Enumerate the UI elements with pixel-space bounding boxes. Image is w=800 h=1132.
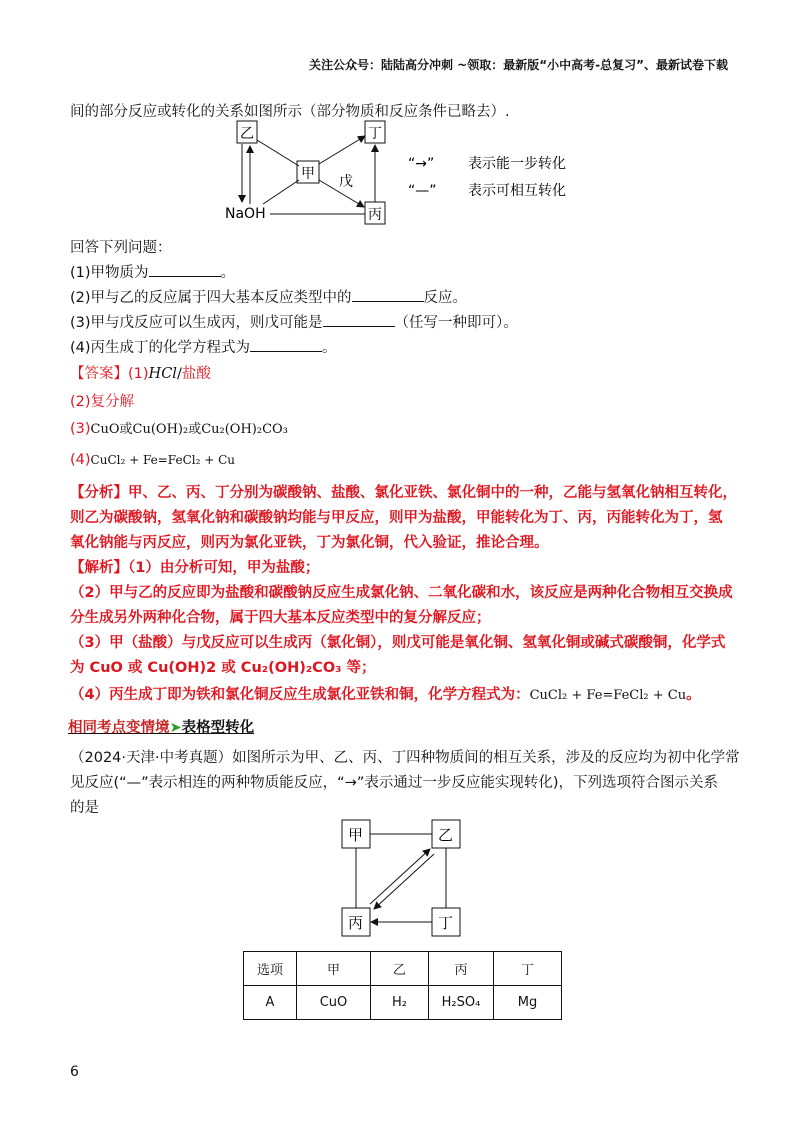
link-yi-bing [374,854,434,909]
legend-line-text: 表示可相互转化 [468,183,566,199]
answer-1: 【答案】(1)HCl/盐酸 [70,366,211,382]
link-jia-ding [319,136,365,164]
legend-line-symbol: “—” [408,183,437,199]
question-2: (2)甲与乙的反应属于四大基本反应类型中的 反应。 [70,286,467,307]
questions-prompt: 回答下列问题： [70,240,172,256]
section-heading: 相同考点变情境➤表格型转化 [68,720,255,736]
answer-blank-1 [149,262,221,277]
node-ding: 丁 [368,126,382,142]
analysis-line-1: 【分析】甲、乙、丙、丁分别为碳酸钠、盐酸、氯化亚铁、氯化铜中的一种，乙能与氢氧化钠相互转化， [70,485,737,501]
node-wu: 戊 [339,174,353,190]
options-table [243,951,562,1020]
link-naoh-jia [263,180,299,204]
table-header: 甲 [297,952,371,986]
node-bing: 丙 [368,207,382,223]
box-bing: 丙 [348,914,364,932]
question-1: (1)甲物质为 。 [70,261,235,282]
answer-blank-3 [323,312,395,327]
explanation-p3-l1: （3）甲（盐酸）与戊反应可以生成丙（氯化铜），则戊可能是氧化铜、氢氧化铜或碱式碳酸铜，化学式 [70,635,726,651]
link-yi-jia [257,140,299,166]
table-cell: A [244,986,297,1020]
answer-3: (3)CuO或Cu(OH)₂或Cu₂(OH)₂CO₃ [70,421,288,437]
problem-line-3: 的是 [70,800,99,816]
explanation-p2-l1: （2）甲与乙的反应即为盐酸和碳酸钠反应生成氯化钠、二氧化碳和水，该反应是两种化合物相互交换成 [70,585,733,601]
answer-blank-4 [250,337,322,352]
box-ding: 丁 [438,914,454,932]
answer-blank-2 [352,287,424,302]
table-header-row [244,952,562,986]
section-arrow-icon: ➤ [169,720,182,736]
table-header: 丁 [494,952,562,986]
node-yi: 乙 [240,126,254,142]
explanation-p1: 【解析】（1）由分析可知，甲为盐酸； [70,560,320,576]
link-bing-yi [370,849,430,904]
table-cell: Mg [494,986,562,1020]
table-cell: H₂SO₄ [429,986,494,1020]
legend-arrow-symbol: “→” [408,156,435,172]
table-cell: CuO [297,986,371,1020]
explanation-p3-l2: 为 CuO 或 Cu(OH)2 或 Cu₂(OH)₂CO₃ 等； [70,660,376,676]
question-4: (4)丙生成丁的化学方程式为 。 [70,336,337,357]
page-header: 关注公众号：陆陆高分冲刺 ~领取：最新版“小中高考-总复习”、最新试卷下载 [309,58,728,72]
intro-text: 间的部分反应或转化的关系如图所示（部分物质和反应条件已略去）. [70,104,510,120]
table-header: 乙 [371,952,429,986]
problem-line-1: （2024·天津·中考真题）如图所示为甲、乙、丙、丁四种物质间的相互关系，涉及的反应均为初中化学常 [70,750,740,766]
problem-line-2: 见反应(“—”表示相连的两种物质能反应，“→”表示通过一步反应能实现转化)，下列选项符合图示关系 [70,775,719,791]
legend-arrow-text: 表示能一步转化 [468,156,566,172]
table-header: 丙 [429,952,494,986]
reaction-diagram-2 [330,812,470,946]
table-row [244,986,562,1020]
box-jia: 甲 [348,826,364,844]
explanation-p2-l2: 分生成另外两种化合物，属于四大基本反应类型中的复分解反应； [70,610,491,626]
question-3: (3)甲与戊反应可以生成丙，则戊可能是 （任写一种即可）。 [70,311,518,332]
node-naoh: NaOH [225,206,266,222]
table-cell: H₂ [371,986,429,1020]
answer-2: (2)复分解 [70,394,135,410]
page-number: 6 [70,1064,79,1080]
box-yi: 乙 [438,826,454,844]
reaction-diagram-1 [215,118,595,228]
analysis-line-2: 则乙为碳酸钠，氢氧化钠和碳酸钠均能与甲反应，则甲为盐酸，甲能转化为丁、丙，丙能转化为丁，氢 [70,510,723,526]
table-header: 选项 [244,952,297,986]
analysis-line-3: 氧化钠能与丙反应，则丙为氯化亚铁，丁为氯化铜，代入验证，推论合理。 [70,535,549,551]
node-jia: 甲 [301,166,315,182]
answer-4: (4)CuCl₂ + Fe=FeCl₂ + Cu [70,452,235,468]
explanation-p4: （4）丙生成丁即为铁和氯化铜反应生成氯化亚铁和铜，化学方程式为：CuCl₂ + Fe=FeCl₂ + Cu。 [70,687,701,703]
